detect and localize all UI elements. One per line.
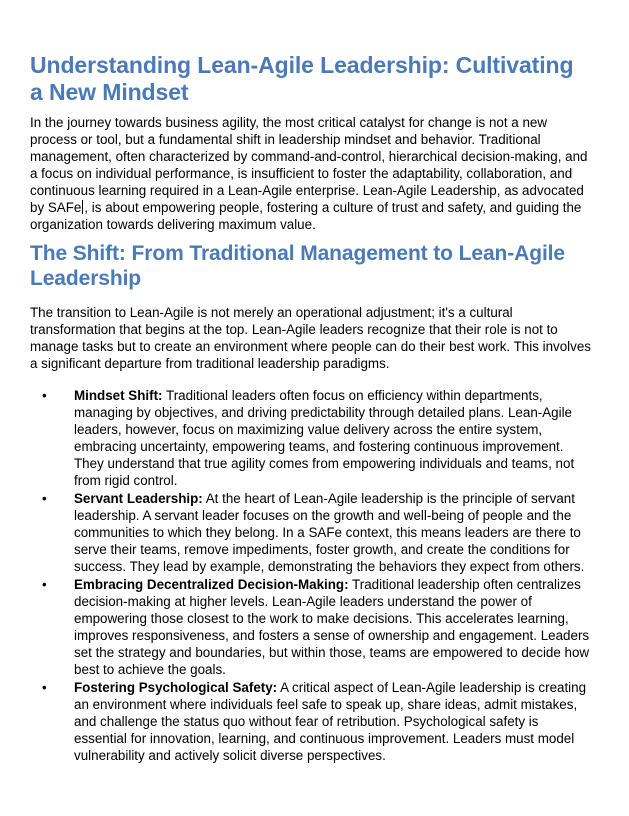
section-heading: The Shift: From Traditional Management to Lean-Agile Leadership (30, 242, 565, 290)
bullet-text: At the heart of Lean-Agile leadership is the principle of servant leadership. A servant leader focuses on the growth and well-being of people and the communities to which they belong. In a SAFe context, this means leaders are there to serve their teams, remove impediments, foster growth, and create the conditions for success. They lead by example, demonstrating the behaviors they expect from others. (74, 491, 585, 574)
document-page (30, 52, 592, 765)
intro-paragraph[interactable] (30, 114, 592, 233)
intro-text-after-caret: , is about empowering people, fostering a culture of trust and safety, and guiding the organization towards delivering maximum value. (30, 200, 582, 232)
section-paragraph: The transition to Lean-Agile is not merely an operational adjustment; it's a cultural transformation that begins at the top. Lean-Agile leaders recognize that their role is not to manage tasks but to create an environment where people can do their best work. This involves a significant departure from traditional leadership paradigms. (30, 305, 591, 371)
bullet-text: Traditional leadership often centralizes decision-making at higher levels. Lean-Agile leaders understand the power of empowering those closest to the work to make decisions. This accelerates learning, improves responsiveness, and fosters a sense of ownership and engagement. Leaders set the strategy and boundaries, but within those, teams are empowered to decide how best to achieve the goals. (74, 577, 590, 677)
bullet-term: Mindset Shift: (74, 388, 163, 403)
list-item-psychological-safety (30, 679, 592, 764)
bullet-list (30, 387, 592, 764)
intro-text-before-caret: In the journey towards business agility, the most critical catalyst for change is not a new process or tool, but a fundamental shift in leadership mindset and behavior. Traditional management, often characterized by command-and-control, hierarchical decision-making, and a focus on individual performance, is insufficient to foster the adaptability, collaboration, and continuous learning required in a Lean-Agile enterprise. Lean-Agile Leadership, as advocated by SAFe (30, 115, 588, 215)
bullet-text: A critical aspect of Lean-Agile leadership is creating an environment where individuals feel safe to speak up, share ideas, admit mistakes, and challenge the status quo without fear of retribution. Psychological safety is essential for innovation, learning, and continuous improvement. Leaders must model vulnerability and actively solicit diverse perspectives. (74, 680, 587, 763)
document-title: Understanding Lean-Agile Leadership: Cultivating a New Mindset (30, 52, 574, 105)
list-item-mindset-shift (30, 387, 592, 489)
bullet-icon: • (42, 491, 47, 506)
bullet-term: Embracing Decentralized Decision-Making: (74, 577, 349, 592)
bullet-icon: • (42, 388, 47, 403)
bullet-term: Servant Leadership: (74, 491, 203, 506)
list-item-decentralized-decision-making (30, 576, 592, 678)
bullet-icon: • (42, 680, 47, 695)
bullet-text: Traditional leaders often focus on efficiency within departments, managing by objectives, and driving predictability through detailed plans. Lean-Agile leaders, however, focus on maximizing value delivery across the entire system, embracing uncertainty, empowering teams, and fostering continuous improvement. They understand that true agility comes from empowering individuals and teams, not from rigid control. (74, 388, 575, 488)
bullet-term: Fostering Psychological Safety: (74, 680, 278, 695)
list-item-servant-leadership (30, 490, 592, 575)
bullet-icon: • (42, 577, 47, 592)
